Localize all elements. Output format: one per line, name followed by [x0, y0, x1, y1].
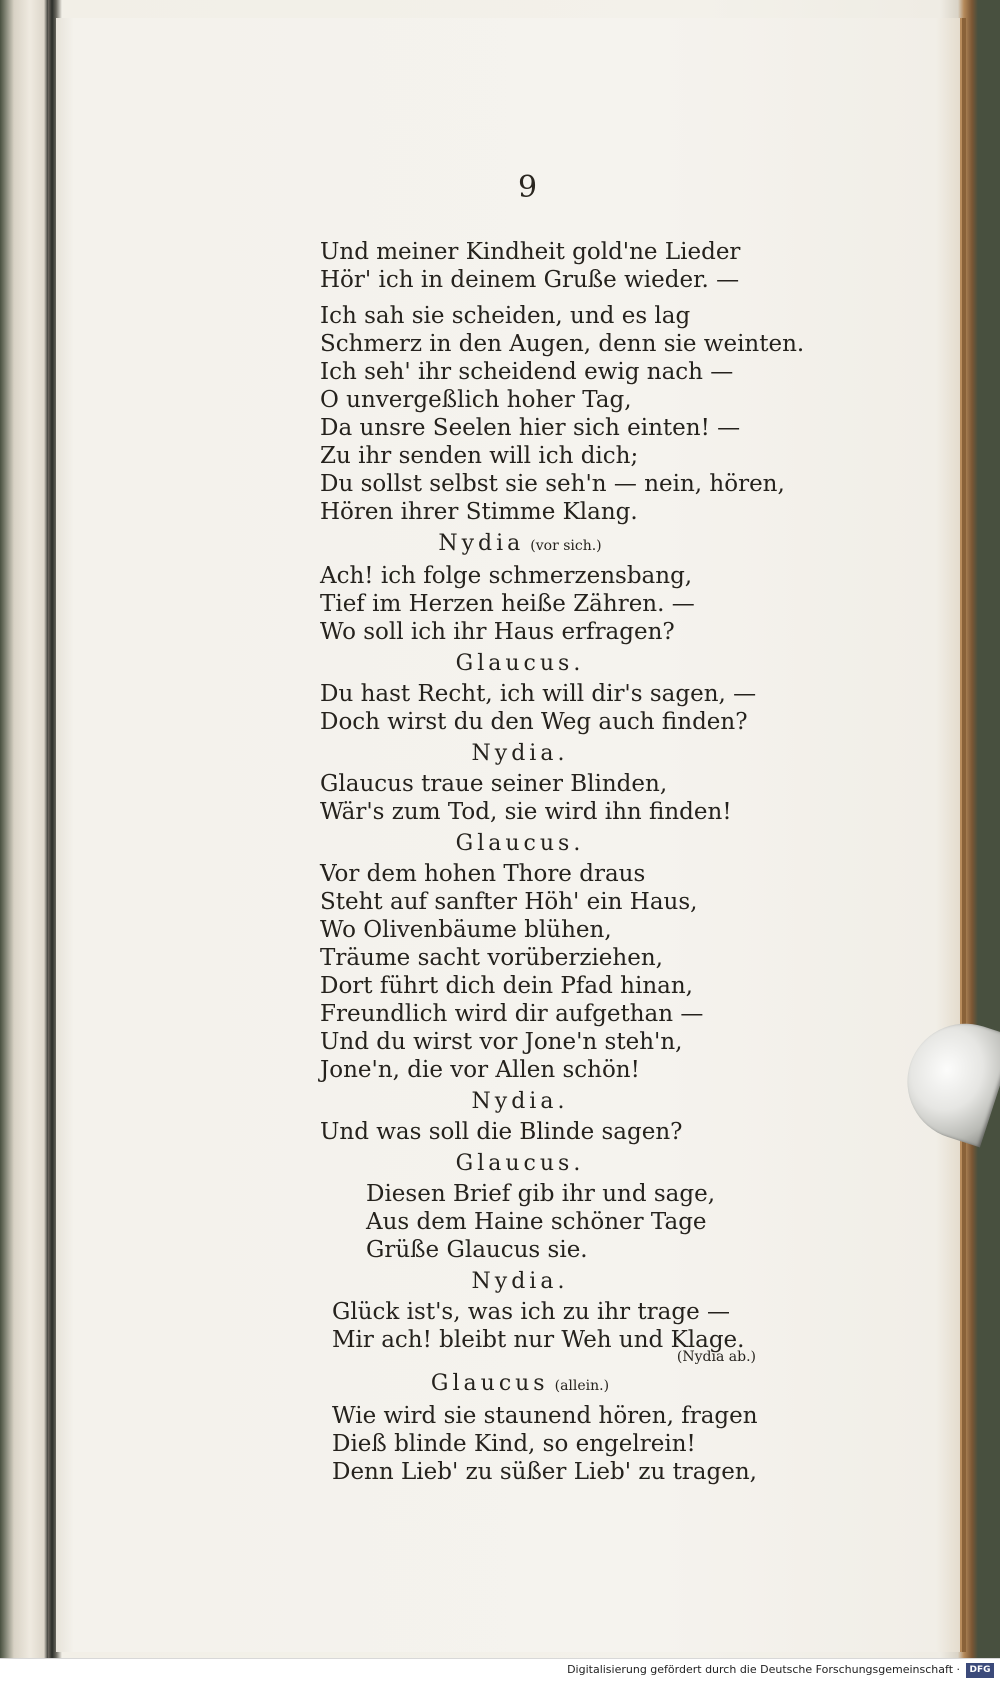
- verse-line: Glaucus traue seiner Blinden,: [320, 771, 668, 797]
- speaker-heading: [320, 1088, 720, 1116]
- verse-line: Steht auf sanfter Höh' ein Haus,: [320, 889, 698, 915]
- verse-line: Tief im Herzen heiße Zähren. —: [320, 591, 695, 617]
- verse-line: Wär's zum Tod, sie wird ihn finden!: [320, 799, 732, 825]
- verse-line: Hören ihrer Stimme Klang.: [320, 499, 638, 525]
- speaker-name: Glaucus.: [455, 831, 585, 856]
- verse-text-block: [320, 238, 820, 1486]
- verse-line: Ich sah sie scheiden, und es lag: [320, 303, 691, 329]
- verse-line: Wo soll ich ihr Haus erfragen?: [320, 619, 675, 645]
- verse-line: Denn Lieb' zu süßer Lieb' zu tragen,: [332, 1459, 757, 1485]
- stage-direction: (allein.): [554, 1378, 610, 1394]
- verse-line: Aus dem Haine schöner Tage: [366, 1209, 707, 1235]
- verse-line: Ich seh' ihr scheidend ewig nach —: [320, 359, 734, 385]
- verse-line: Dort führt dich dein Pfad hinan,: [320, 973, 693, 999]
- verse-line: Mir ach! bleibt nur Weh und Klage.: [332, 1327, 745, 1353]
- verse-line: Träume sacht vorüberziehen,: [320, 945, 663, 971]
- verse-line: O unvergeßlich hoher Tag,: [320, 387, 632, 413]
- speaker-heading: [320, 740, 720, 768]
- speaker-name: Nydia: [438, 531, 525, 556]
- verse-line: Vor dem hohen Thore draus: [320, 861, 646, 887]
- speaker-name: Nydia.: [471, 1269, 569, 1294]
- verse-line: Da unsre Seelen hier sich einten! —: [320, 415, 741, 441]
- verse-line: Du sollst selbst sie seh'n — nein, hören,: [320, 471, 785, 497]
- stanza-gap: [320, 294, 820, 302]
- stage-direction-exit: (Nydia ab.): [676, 1349, 756, 1365]
- speaker-name: Nydia.: [471, 741, 569, 766]
- verse-line: Wo Olivenbäume blühen,: [320, 917, 612, 943]
- verse-line: Dieß blinde Kind, so engelrein!: [332, 1431, 696, 1457]
- verse-line: Freundlich wird dir aufgethan —: [320, 1001, 704, 1027]
- speaker-heading: [320, 650, 720, 678]
- verse-line: Wie wird sie staunend hören, fragen: [332, 1403, 758, 1429]
- verse-line: Hör' ich in deinem Gruße wieder. —: [320, 267, 740, 293]
- speaker-name: Glaucus.: [455, 1151, 585, 1176]
- verse-line: Jone'n, die vor Allen schön!: [320, 1057, 640, 1083]
- attribution-footer: [0, 1658, 1000, 1683]
- verse-line: Und du wirst vor Jone'n steh'n,: [320, 1029, 683, 1055]
- speaker-name: Glaucus.: [455, 651, 585, 676]
- verse-line: Doch wirst du den Weg auch finden?: [320, 709, 748, 735]
- verse-line: Diesen Brief gib ihr und sage,: [366, 1181, 716, 1207]
- verse-line: Ach! ich folge schmerzensbang,: [320, 563, 693, 589]
- page-number: 9: [517, 170, 539, 205]
- speaker-heading: [320, 830, 720, 858]
- speaker-heading: [320, 1150, 720, 1178]
- book-page: [56, 18, 960, 1652]
- verse-line: Und meiner Kindheit gold'ne Lieder: [320, 239, 741, 265]
- verse-line: Schmerz in den Augen, denn sie weinten.: [320, 331, 805, 357]
- verse-line: Glück ist's, was ich zu ihr trage —: [332, 1299, 731, 1325]
- speaker-heading: [320, 1268, 720, 1296]
- dfg-logo-icon: DFG: [966, 1663, 994, 1678]
- verse-line: Zu ihr senden will ich dich;: [320, 443, 639, 469]
- verse-line: Du hast Recht, ich will dir's sagen, —: [320, 681, 757, 707]
- speaker-name: Nydia.: [471, 1089, 569, 1114]
- stage-direction: (vor sich.): [530, 538, 602, 554]
- speaker-name: Glaucus: [430, 1371, 549, 1396]
- speaker-heading: [320, 1370, 720, 1400]
- speaker-heading: [320, 530, 720, 560]
- verse-line: Und was soll die Blinde sagen?: [320, 1119, 683, 1145]
- verse-line: Grüße Glaucus sie.: [366, 1237, 588, 1263]
- attribution-text: Digitalisierung gefördert durch die Deutsche Forschungsgemeinschaft ·: [567, 1663, 960, 1676]
- facing-page-edge: [0, 0, 48, 1658]
